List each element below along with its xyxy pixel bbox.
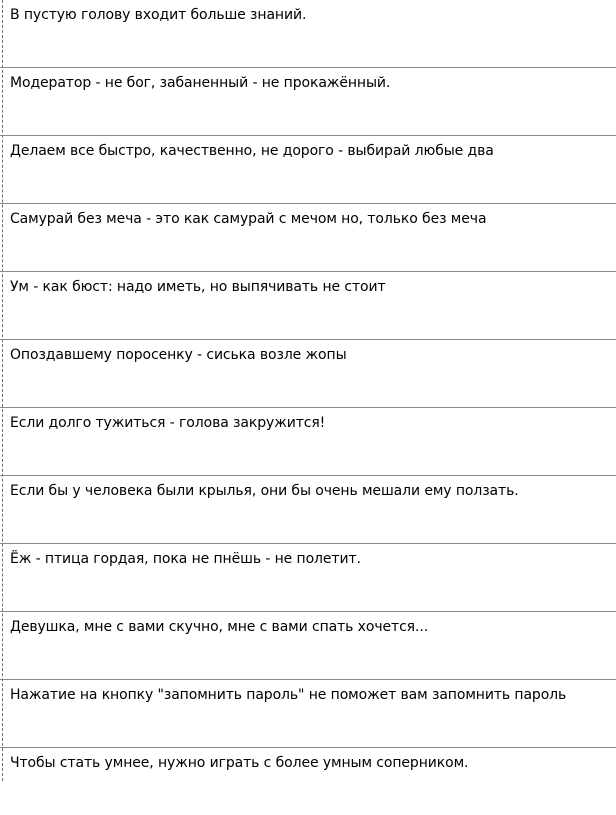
quote-text: Девушка, мне с вами скучно, мне с вами спать хочется... (10, 619, 429, 635)
quote-text: Ум - как бюст: надо иметь, но выпячивать не стоит (10, 279, 386, 295)
quote-text: Делаем все быстро, качественно, не дорого - выбирай любые два (10, 143, 494, 159)
list-item (0, 0, 616, 68)
list-item (0, 408, 616, 476)
list-item (0, 136, 616, 204)
quote-text: В пустую голову входит больше знаний. (10, 7, 307, 23)
quote-text: Если долго тужиться - голова закружится! (10, 415, 326, 431)
list-item (0, 272, 616, 340)
quote-text: Чтобы стать умнее, нужно играть с более умным соперником. (10, 755, 469, 771)
quote-text: Опоздавшему поросенку - сиська возле жопы (10, 347, 347, 363)
list-item (0, 612, 616, 680)
list-item (0, 680, 616, 748)
quote-text: Ёж - птица гордая, пока не пнёшь - не полетит. (10, 551, 361, 567)
list-item (0, 476, 616, 544)
quote-text: Нажатие на кнопку "запомнить пароль" не поможет вам запомнить пароль (10, 687, 567, 703)
list-item (0, 340, 616, 408)
quote-text: Если бы у человека были крылья, они бы очень мешали ему ползать. (10, 483, 519, 499)
quote-text: Самурай без меча - это как самурай с мечом но, только без меча (10, 211, 487, 227)
list-item (0, 68, 616, 136)
quote-text: Модератор - не бог, забаненный - не прокажённый. (10, 75, 391, 91)
list-item (0, 204, 616, 272)
list-item (0, 544, 616, 612)
list-item (0, 748, 616, 815)
